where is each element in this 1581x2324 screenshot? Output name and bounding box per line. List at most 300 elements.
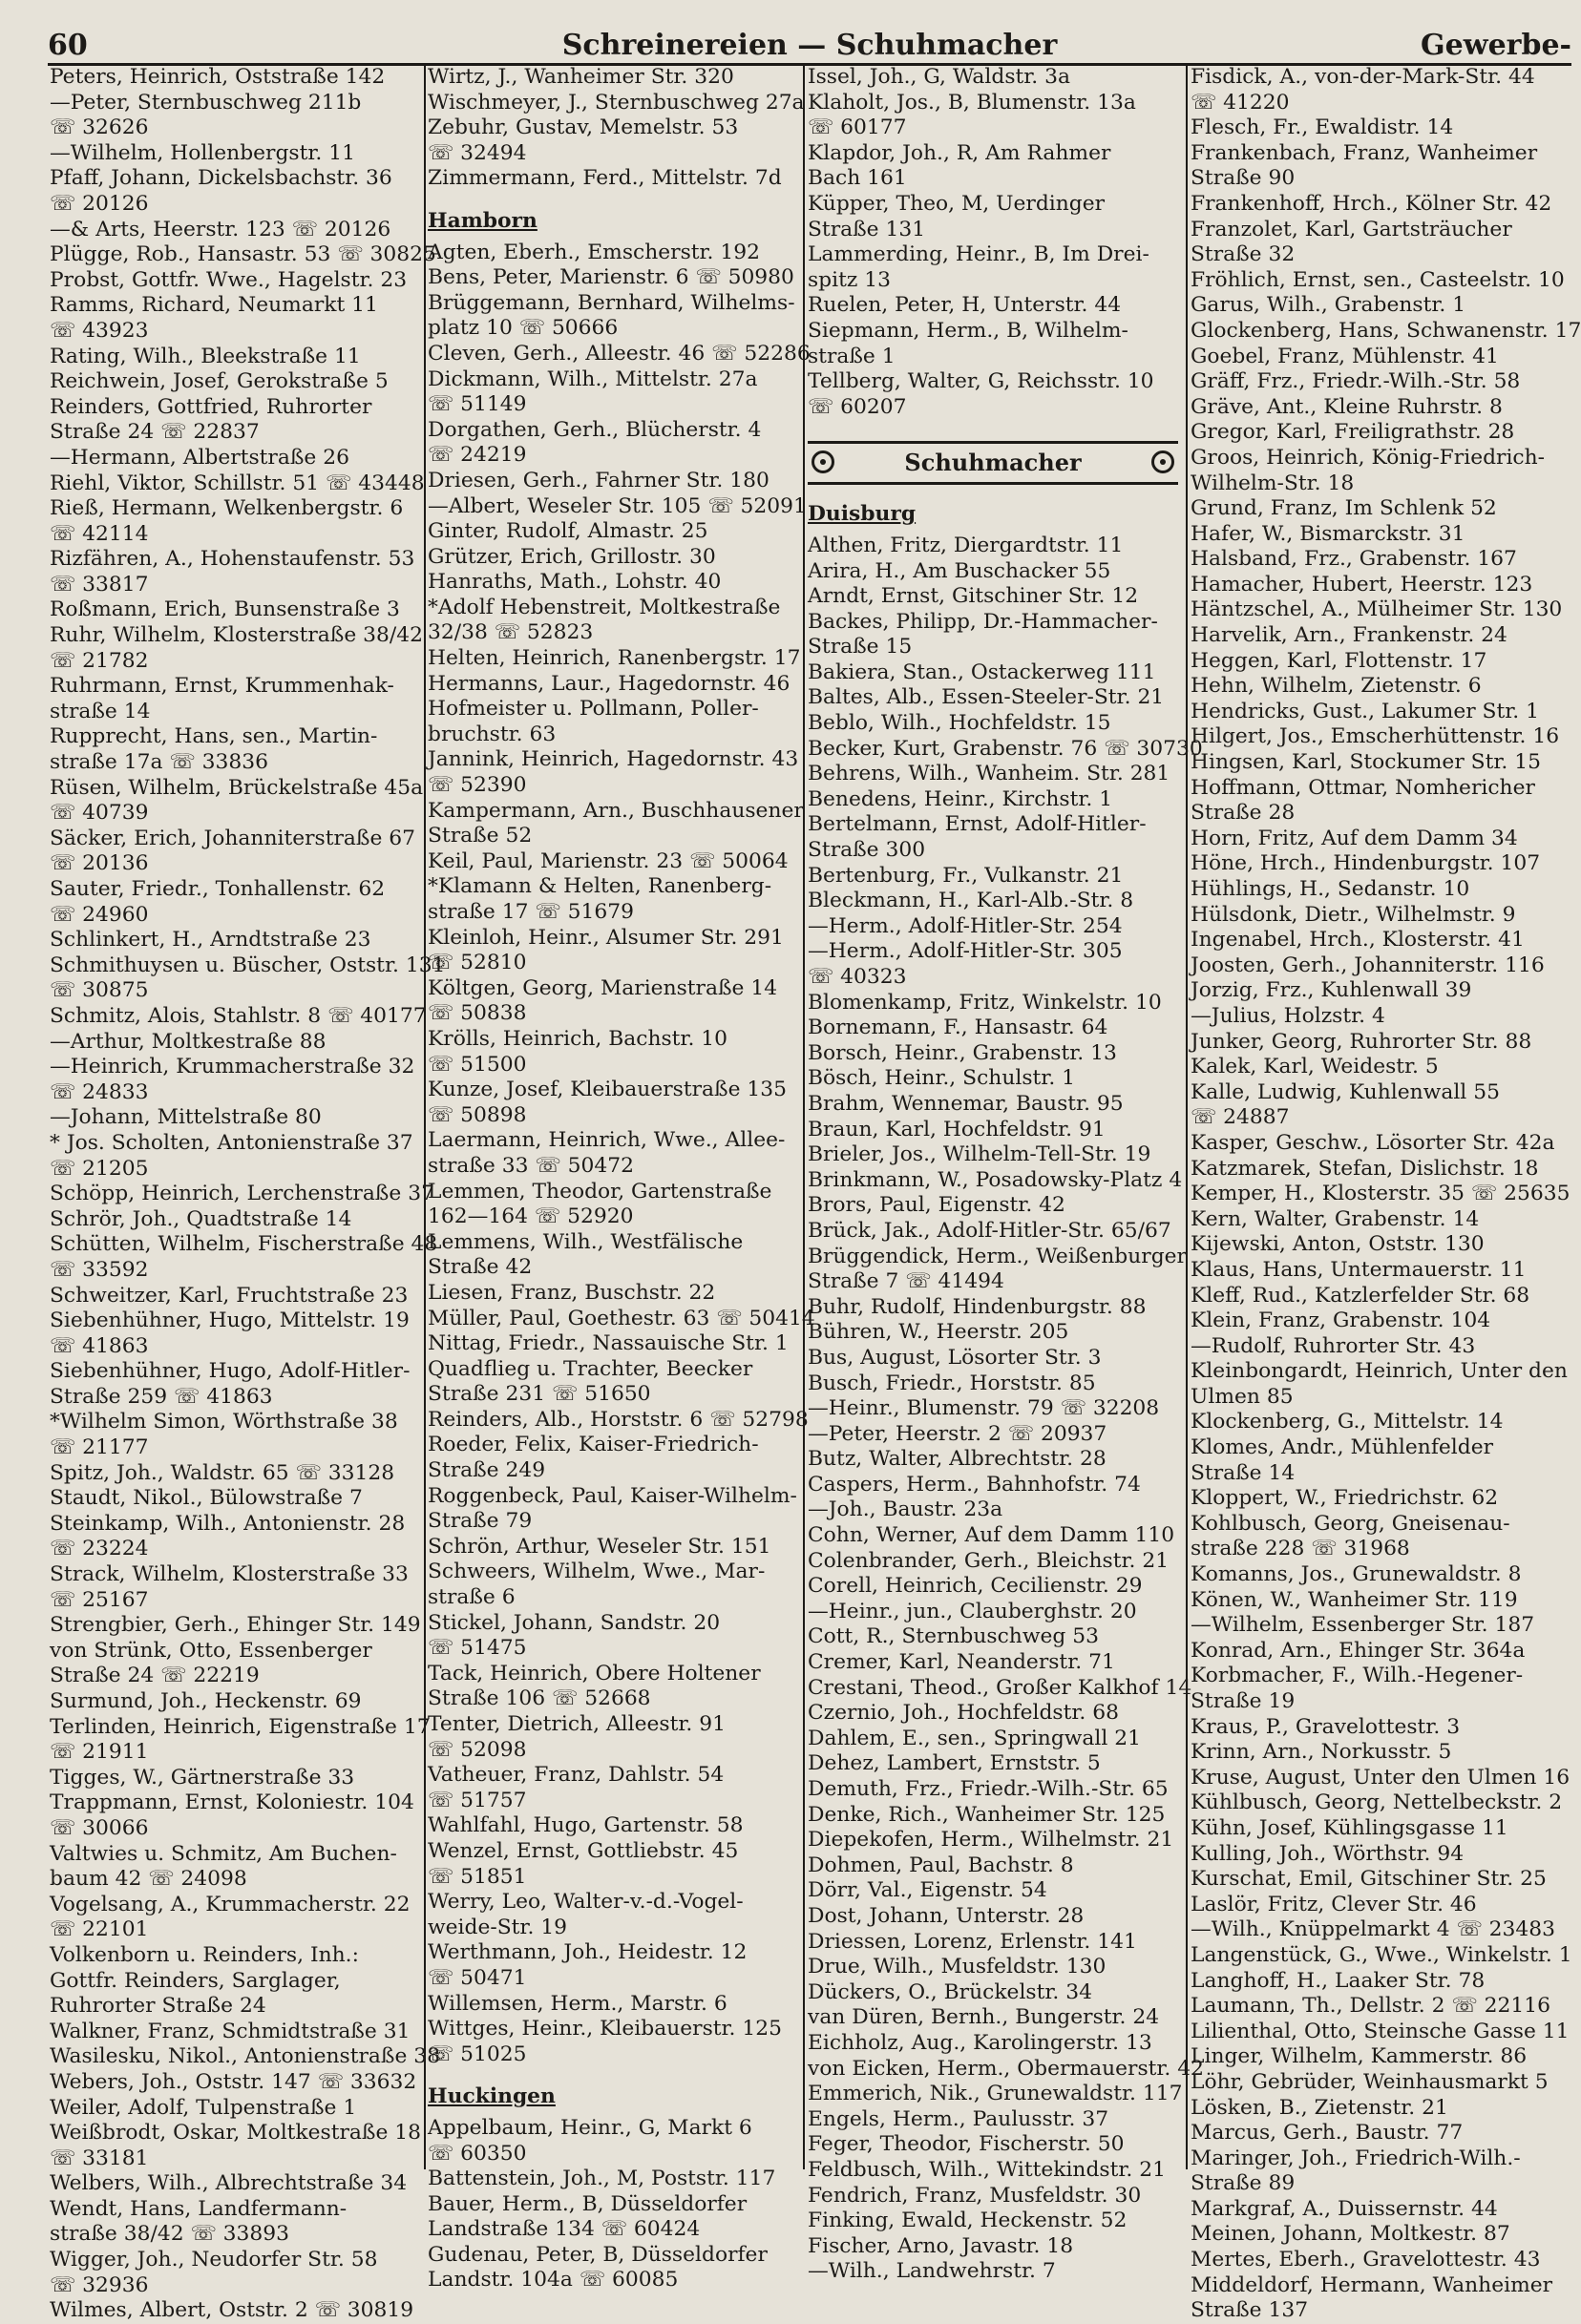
directory-entry-line: Dohmen, Paul, Bachstr. 8 (808, 1853, 1074, 1877)
directory-entry-line: Roßmann, Erich, Bunsenstraße 3 (50, 597, 400, 622)
directory-entry-line: Kloppert, W., Friedrichstr. 62 (1191, 1486, 1499, 1511)
directory-entry-line: Straße 90 (1191, 166, 1296, 191)
directory-entry-line: Kühn, Josef, Kühlingsgasse 11 (1191, 1815, 1508, 1840)
directory-entry-line: Brüggendick, Herm., Weißenburger (808, 1244, 1187, 1268)
directory-entry-line: Kleff, Rud., Katzlerfelder Str. 68 (1191, 1283, 1530, 1308)
directory-entry-line: Dörr, Val., Eigenstr. 54 (808, 1878, 1047, 1903)
directory-entry-line: Kühlbusch, Georg, Nettelbeckstr. 2 (1191, 1790, 1563, 1815)
directory-entry-line: Cott, R., Sternbuschweg 53 (808, 1624, 1100, 1649)
directory-entry-line: Markgraf, A., Duissernstr. 44 (1191, 2196, 1498, 2221)
directory-entry-line: Becker, Kurt, Grabenstr. 76 ☏ 30730 (808, 736, 1203, 761)
directory-entry-line: Rupprecht, Hans, sen., Martin- (50, 724, 378, 749)
directory-entry-line: Fischer, Arno, Javastr. 18 (808, 2233, 1074, 2258)
directory-entry-line: Ruelen, Peter, H, Unterstr. 44 (808, 293, 1122, 318)
directory-entry-line: Költgen, Georg, Marienstraße 14 (428, 975, 778, 1000)
directory-entry-line: Borsch, Heinr., Grabenstr. 13 (808, 1040, 1117, 1065)
column-divider (1186, 65, 1188, 2169)
directory-entry-line: Cleven, Gerh., Alleestr. 46 ☏ 52286 (428, 341, 811, 366)
directory-entry-line: Peters, Heinrich, Oststraße 142 (50, 65, 386, 89)
running-head: Gewerbe- (1421, 29, 1571, 62)
directory-entry-line: Surmund, Joh., Heckenstr. 69 (50, 1689, 362, 1713)
directory-entry-line: Ruhrorter Straße 24 (50, 1994, 266, 2019)
directory-entry-line: Vogelsang, A., Krummacherstr. 22 (50, 1892, 411, 1916)
directory-entry-line: Klockenberg, G., Mittelstr. 14 (1191, 1410, 1504, 1434)
directory-entry-line: ☏ 51025 (428, 2041, 527, 2066)
directory-entry-line: ☏ 25167 (50, 1587, 149, 1612)
directory-entry-line: Keil, Paul, Marienstr. 23 ☏ 50064 (428, 848, 789, 873)
directory-entry-line: ☏ 51757 (428, 1788, 527, 1812)
directory-entry-line: Straße 42 (428, 1255, 533, 1280)
directory-entry-line: Caspers, Herm., Bahnhofstr. 74 (808, 1472, 1141, 1497)
directory-entry-line: Weißbrodt, Oskar, Moltkestraße 18 (50, 2121, 422, 2146)
directory-entry-line: —Julius, Holzstr. 4 (1191, 1003, 1385, 1028)
directory-entry-line: straße 38/42 ☏ 33893 (50, 2222, 290, 2247)
directory-entry-line: Welbers, Wilh., Albrechtstraße 34 (50, 2171, 408, 2196)
directory-entry-line: Schöpp, Heinrich, Lerchenstraße 37 (50, 1182, 434, 1206)
directory-entry-line: Kurschat, Emil, Gitschiner Str. 25 (1191, 1867, 1547, 1892)
directory-entry-line: Reinders, Alb., Horststr. 6 ☏ 52798 (428, 1407, 809, 1432)
directory-entry-line: Bleckmann, H., Karl-Alb.-Str. 8 (808, 889, 1134, 913)
directory-entry-line: —Rudolf, Ruhrorter Str. 43 (1191, 1333, 1476, 1358)
directory-entry-line: ☏ 51500 (428, 1052, 527, 1077)
directory-entry-line: Kijewski, Anton, Oststr. 130 (1191, 1232, 1485, 1257)
directory-entry-line: Gudenau, Peter, B, Düsseldorfer (428, 2242, 768, 2267)
directory-entry-line: Feldbusch, Wilh., Wittekindstr. 21 (808, 2157, 1166, 2182)
directory-entry-line: Reichwein, Josef, Gerokstraße 5 (50, 369, 389, 394)
directory-entry-line: ☏ 21782 (50, 648, 149, 673)
directory-entry-line: Junker, Georg, Ruhrorter Str. 88 (1191, 1029, 1532, 1054)
directory-entry-line: Straße 249 (428, 1458, 546, 1483)
directory-entry-line: —& Arts, Heerstr. 123 ☏ 20126 (50, 217, 391, 241)
column-1 (50, 65, 446, 2323)
directory-entry-line: Dickmann, Wilh., Mittelstr. 27a (428, 366, 758, 391)
directory-entry-line: Marcus, Gerh., Baustr. 77 (1191, 2121, 1464, 2146)
directory-entry-line: Fendrich, Franz, Musfeldstr. 30 (808, 2183, 1142, 2208)
directory-entry-line: Jorzig, Frz., Kuhlenwall 39 (1191, 978, 1472, 1003)
directory-entry-line: Katzmarek, Stefan, Dislichstr. 18 (1191, 1156, 1539, 1181)
directory-entry-line: Bakiera, Stan., Ostackerweg 111 (808, 660, 1156, 684)
directory-entry-line: ☏ 24219 (428, 443, 527, 468)
directory-entry-line: Vatheuer, Franz, Dahlstr. 54 (428, 1763, 725, 1788)
directory-entry-line: Laumann, Th., Dellstr. 2 ☏ 22116 (1191, 1994, 1550, 2019)
directory-entry-line: Werry, Leo, Walter-v.-d.-Vogel- (428, 1890, 744, 1915)
directory-entry-line: Hamacher, Hubert, Heerstr. 123 (1191, 572, 1533, 597)
directory-entry-line: Denke, Rich., Wanheimer Str. 125 (808, 1802, 1166, 1827)
directory-entry-line: *Adolf Hebenstreit, Moltkestraße (428, 595, 781, 619)
directory-entry-line: Wendt, Hans, Landfermann- (50, 2196, 348, 2221)
directory-entry-line: ☏ 32626 (50, 115, 149, 140)
directory-entry-line: ☏ 24960 (50, 902, 149, 927)
directory-entry-line: Beblo, Wilh., Hochfeldstr. 15 (808, 711, 1111, 736)
directory-entry-line: Langenstück, G., Wwe., Winkelstr. 1 (1191, 1942, 1572, 1967)
directory-entry-line: ☏ 43923 (50, 318, 149, 343)
directory-entry-line: Lösken, B., Zietenstr. 21 (1191, 2095, 1448, 2120)
directory-entry-line: Eichholz, Aug., Karolingerstr. 13 (808, 2030, 1152, 2055)
directory-entry-line: ☏ 51475 (428, 1636, 527, 1661)
directory-entry-line: Straße 89 (1191, 2171, 1296, 2196)
directory-entry-line: —Wilh., Knüppelmarkt 4 ☏ 23483 (1191, 1917, 1556, 1942)
directory-entry-line: Brieler, Jos., Wilhelm-Tell-Str. 19 (808, 1142, 1151, 1167)
directory-entry-line: Walkner, Franz, Schmidtstraße 31 (50, 2019, 411, 2043)
directory-entry-line: Roeder, Felix, Kaiser-Friedrich- (428, 1433, 759, 1457)
page-number: 60 (48, 29, 88, 62)
directory-entry-line: ☏ 30875 (50, 978, 149, 1003)
directory-entry-line: Schweitzer, Karl, Fruchtstraße 23 (50, 1283, 409, 1308)
directory-entry-line: ☏ 42114 (50, 521, 149, 546)
directory-entry-line: Straße 137 (1191, 2298, 1309, 2323)
directory-entry-line: Brors, Paul, Eigenstr. 42 (808, 1193, 1065, 1218)
trade-heading-box (808, 441, 1178, 485)
directory-entry-line: Wilhelm-Str. 18 (1191, 471, 1355, 495)
directory-entry-line: Grund, Franz, Im Schlenk 52 (1191, 496, 1497, 521)
directory-entry-line: Kern, Walter, Grabenstr. 14 (1191, 1206, 1480, 1231)
directory-entry-line: —Joh., Baustr. 23a (808, 1497, 1003, 1522)
directory-entry-line: Hermanns, Laur., Hagedornstr. 46 (428, 671, 790, 696)
directory-entry-line: Lemmens, Wilh., Westfälische (428, 1229, 744, 1254)
directory-entry-line: * Jos. Scholten, Antonienstraße 37 (50, 1130, 413, 1155)
ornament-icon (1151, 450, 1174, 473)
directory-entry-line: Liesen, Franz, Buschstr. 22 (428, 1280, 716, 1305)
directory-entry-line: Grützer, Erich, Grillostr. 30 (428, 544, 716, 569)
directory-entry-line: Garus, Wilh., Grabenstr. 1 (1191, 293, 1466, 318)
directory-entry-line: ☏ 32494 (428, 140, 527, 165)
column-2 (428, 65, 815, 2293)
directory-entry-line: Hühlings, H., Sedanstr. 10 (1191, 877, 1470, 901)
directory-entry-line: *Wilhelm Simon, Wörthstraße 38 (50, 1410, 398, 1434)
directory-entry-line: Volkenborn u. Reinders, Inh.: (50, 1942, 359, 1967)
directory-entry-line: ☏ 33592 (50, 1257, 149, 1282)
directory-entry-line: Wirtz, J., Wanheimer Str. 320 (428, 65, 734, 89)
directory-entry-line: Dehez, Lambert, Ernststr. 5 (808, 1751, 1101, 1776)
directory-entry-line: Blomenkamp, Fritz, Winkelstr. 10 (808, 990, 1162, 1015)
directory-entry-line: Althen, Fritz, Diergardtstr. 11 (808, 533, 1124, 557)
directory-entry-line: Joosten, Gerh., Johanniterstr. 116 (1191, 953, 1545, 977)
directory-entry-line: Driesen, Gerh., Fahrner Str. 180 (428, 468, 769, 492)
directory-entry-line: Middeldorf, Hermann, Wanheimer (1191, 2272, 1553, 2297)
directory-entry-line: Landstraße 134 ☏ 60424 (428, 2217, 701, 2242)
directory-entry-line: Sauter, Friedr., Tonhallenstr. 62 (50, 877, 386, 901)
directory-entry-line: —Wilhelm, Essenberger Str. 187 (1191, 1613, 1535, 1638)
directory-entry-line: ☏ 60350 (428, 2141, 527, 2166)
directory-entry-line: Brüggemann, Bernhard, Wilhelms- (428, 290, 795, 315)
directory-entry-line: Schrön, Arthur, Weseler Str. 151 (428, 1534, 771, 1559)
directory-entry-line: Straße 52 (428, 824, 533, 848)
directory-entry-line: Korbmacher, F., Wilh.-Hegener- (1191, 1664, 1524, 1688)
directory-entry-line: Roggenbeck, Paul, Kaiser-Wilhelm- (428, 1483, 797, 1508)
directory-entry-line: von Strünk, Otto, Essenberger (50, 1638, 372, 1663)
directory-entry-line: —Peter, Sternbuschweg 211b (50, 90, 362, 115)
directory-entry-line: ☏ 60177 (808, 115, 907, 140)
directory-entry-line: Schütten, Wilhelm, Fischerstraße 48 (50, 1232, 438, 1257)
directory-entry-line: —Arthur, Moltkestraße 88 (50, 1029, 327, 1054)
directory-entry-line: ☏ 50838 (428, 1001, 527, 1026)
directory-entry-line: Battenstein, Joh., M, Poststr. 117 (428, 2167, 776, 2191)
directory-entry-line: straße 33 ☏ 50472 (428, 1153, 634, 1178)
directory-entry-line: Schrör, Joh., Quadtstraße 14 (50, 1206, 352, 1231)
directory-entry-line: ☏ 20136 (50, 851, 149, 876)
directory-entry-line: Tigges, W., Gärtnerstraße 33 (50, 1765, 355, 1790)
directory-entry-line: ☏ 24833 (50, 1079, 149, 1104)
directory-entry-line: Benedens, Heinr., Kirchstr. 1 (808, 786, 1113, 811)
directory-entry-line: Ulmen 85 (1191, 1384, 1294, 1409)
section-heading-huckingen: Huckingen (428, 2084, 556, 2109)
directory-entry-line: ☏ 24887 (1191, 1105, 1290, 1130)
directory-entry-line: Butz, Walter, Albrechtstr. 28 (808, 1447, 1107, 1472)
directory-entry-line: Helten, Heinrich, Ranenbergstr. 17 (428, 646, 801, 671)
directory-entry-line: ☏ 51149 (428, 392, 527, 417)
directory-entry-line: Cremer, Karl, Neanderstr. 71 (808, 1650, 1115, 1675)
directory-entry-line: ☏ 52098 (428, 1737, 527, 1762)
directory-entry-line: Kohlbusch, Georg, Gneisenau- (1191, 1511, 1510, 1536)
directory-entry-line: Ingenabel, Hrch., Klosterstr. 41 (1191, 928, 1525, 953)
directory-entry-line: Zimmermann, Ferd., Mittelstr. 7d (428, 166, 782, 191)
directory-entry-line: Demuth, Frz., Friedr.-Wilh.-Str. 65 (808, 1777, 1169, 1801)
directory-entry-line: Klaholt, Jos., B, Blumenstr. 13a (808, 90, 1136, 115)
directory-entry-line: Busch, Friedr., Horststr. 85 (808, 1371, 1096, 1395)
directory-entry-line: Wahlfahl, Hugo, Gartenstr. 58 (428, 1813, 744, 1838)
directory-entry-line: ☏ 33817 (50, 572, 149, 597)
directory-entry-line: Hingsen, Karl, Stockumer Str. 15 (1191, 750, 1541, 775)
directory-entry-line: Kampermann, Arn., Buschhausener (428, 798, 804, 823)
directory-entry-line: Straße 14 (1191, 1460, 1296, 1485)
directory-entry-line: Corell, Heinrich, Cecilienstr. 29 (808, 1574, 1143, 1599)
directory-entry-line: Engels, Herm., Paulusstr. 37 (808, 2106, 1109, 2131)
directory-entry-line: ☏ 33181 (50, 2146, 149, 2170)
section-heading-duisburg: Duisburg (808, 502, 917, 527)
directory-entry-line: Mertes, Eberh., Gravelottestr. 43 (1191, 2248, 1541, 2272)
directory-entry-line: —Hermann, Albertstraße 26 (50, 445, 349, 470)
directory-entry-line: Höne, Hrch., Hindenburgstr. 107 (1191, 851, 1541, 876)
directory-entry-line: Lemmen, Theodor, Gartenstraße (428, 1179, 772, 1204)
directory-entry-line: Meinen, Johann, Moltkestr. 87 (1191, 2222, 1510, 2247)
directory-entry-line: Dückers, O., Brückelstr. 34 (808, 1979, 1092, 2004)
directory-entry-line: Häntzschel, A., Mülheimer Str. 130 (1191, 597, 1563, 622)
directory-entry-line: Franzolet, Karl, Gartsträucher (1191, 217, 1512, 241)
directory-entry-line: Arira, H., Am Buschacker 55 (808, 558, 1111, 583)
directory-entry-line: 162—164 ☏ 52920 (428, 1204, 634, 1229)
directory-entry-line: Kemper, H., Klosterstr. 35 ☏ 25635 (1191, 1182, 1570, 1206)
directory-entry-line: Krölls, Heinrich, Bachstr. 10 (428, 1026, 728, 1051)
directory-entry-line: Tack, Heinrich, Obere Holtener (428, 1661, 761, 1685)
directory-entry-line: Straße 32 (1191, 242, 1296, 267)
directory-entry-line: Nittag, Friedr., Nassauische Str. 1 (428, 1331, 789, 1356)
directory-entry-line: Kraus, P., Gravelottestr. 3 (1191, 1714, 1461, 1739)
directory-entry-line: Colenbrander, Gerh., Bleichstr. 21 (808, 1548, 1170, 1573)
directory-entry-line: Rizfähren, A., Hohenstaufenstr. 53 (50, 547, 415, 572)
directory-entry-line: ☏ 50898 (428, 1102, 527, 1127)
directory-entry-line: Jannink, Heinrich, Hagedornstr. 43 (428, 747, 799, 772)
directory-entry-line: Pfaff, Johann, Dickelsbachstr. 36 (50, 166, 392, 191)
directory-entry-line: Konrad, Arn., Ehinger Str. 364a (1191, 1638, 1526, 1663)
directory-entry-line: Appelbaum, Heinr., G, Markt 6 (428, 2115, 752, 2140)
directory-entry-line: Wenzel, Ernst, Gottliebstr. 45 (428, 1838, 739, 1863)
directory-entry-line: —Herm., Adolf-Hitler-Str. 254 (808, 913, 1123, 938)
directory-entry-line: Plügge, Rob., Hansastr. 53 ☏ 30825 (50, 242, 436, 267)
directory-entry-line: Ramms, Richard, Neumarkt 11 (50, 293, 378, 318)
directory-entry-line: Gräve, Ant., Kleine Ruhrstr. 8 (1191, 394, 1503, 419)
directory-entry-line: —Wilhelm, Hollenbergstr. 11 (50, 140, 355, 165)
directory-entry-line: Schmitz, Alois, Stahlstr. 8 ☏ 40177 (50, 1003, 427, 1028)
directory-entry-line: Schmithuysen u. Büscher, Oststr. 131 (50, 953, 446, 977)
directory-entry-line: Maringer, Joh., Friedrich-Wilh.- (1191, 2146, 1521, 2170)
directory-entry-line: Hofmeister u. Pollmann, Poller- (428, 697, 759, 722)
directory-entry-line: Wittges, Heinr., Kleibauerstr. 125 (428, 2017, 782, 2041)
directory-entry-line: Laermann, Heinrich, Wwe., Allee- (428, 1128, 786, 1153)
directory-entry-line: Straße 106 ☏ 52668 (428, 1686, 651, 1711)
section-heading-hamborn: Hamborn (428, 208, 538, 233)
directory-entry-line: Schweers, Wilhelm, Wwe., Mar- (428, 1560, 766, 1584)
directory-entry-line: Kleinbongardt, Heinrich, Unter den (1191, 1359, 1568, 1384)
directory-entry-line: Buhr, Rudolf, Hindenburgstr. 88 (808, 1294, 1147, 1319)
directory-entry-line: ☏ 22101 (50, 1917, 149, 1942)
directory-entry-line: Frankenhoff, Hrch., Kölner Str. 42 (1191, 191, 1552, 216)
directory-entry-line: Werthmann, Joh., Heidestr. 12 (428, 1940, 748, 1965)
directory-entry-line: Fisdick, A., von-der-Mark-Str. 44 (1191, 65, 1535, 89)
directory-entry-line: Brück, Jak., Adolf-Hitler-Str. 65/67 (808, 1218, 1171, 1243)
directory-entry-line: —Herm., Adolf-Hitler-Str. 305 (808, 939, 1123, 964)
directory-entry-line: Reinders, Gottfried, Ruhrorter (50, 394, 372, 419)
directory-entry-line: ☏ 41220 (1191, 90, 1290, 115)
directory-entry-line: Straße 79 (428, 1509, 533, 1534)
directory-entry-line: Frankenbach, Franz, Wanheimer (1191, 140, 1538, 165)
directory-entry-line: Arndt, Ernst, Gitschiner Str. 12 (808, 584, 1139, 609)
directory-entry-line: Dost, Johann, Unterstr. 28 (808, 1903, 1085, 1928)
directory-entry-line: Spitz, Joh., Waldstr. 65 ☏ 33128 (50, 1460, 395, 1485)
directory-entry-line: Probst, Gottfr. Wwe., Hagelstr. 23 (50, 267, 408, 292)
trade-heading: Schuhmacher (904, 449, 1082, 477)
directory-entry-line: Hilgert, Jos., Emscherhüttenstr. 16 (1191, 724, 1560, 749)
directory-entry-line: Finking, Ewald, Heckenstr. 52 (808, 2209, 1128, 2233)
directory-entry-line: Behrens, Wilh., Wanheim. Str. 281 (808, 762, 1170, 786)
directory-entry-line: Brinkmann, W., Posadowsky-Platz 4 (808, 1167, 1183, 1192)
directory-entry-line: Kunze, Josef, Kleibauerstraße 135 (428, 1078, 787, 1102)
directory-entry-line: Webers, Joh., Oststr. 147 ☏ 33632 (50, 2069, 417, 2094)
directory-entry-line: Bauer, Herm., B, Düsseldorfer (428, 2191, 748, 2216)
directory-entry-line: Laslör, Fritz, Clever Str. 46 (1191, 1892, 1477, 1916)
column-divider (803, 65, 805, 2169)
directory-entry-line: Brahm, Wennemar, Baustr. 95 (808, 1091, 1124, 1116)
directory-entry-line: Willemsen, Herm., Marstr. 6 (428, 1991, 727, 2016)
directory-entry-line: straße 17 ☏ 51679 (428, 900, 634, 924)
directory-entry-line: —Heinrich, Krummacherstraße 32 (50, 1055, 415, 1079)
directory-entry-line: Siebenhühner, Hugo, Adolf-Hitler- (50, 1359, 411, 1384)
directory-entry-line: spitz 13 (808, 267, 892, 292)
directory-entry-line: Straße 259 ☏ 41863 (50, 1384, 273, 1409)
directory-entry-line: ☏ 51851 (428, 1864, 527, 1889)
page-header (48, 21, 1571, 66)
directory-entry-line: Bertelmann, Ernst, Adolf-Hitler- (808, 812, 1147, 837)
directory-entry-line: Staudt, Nikol., Bülowstraße 7 (50, 1486, 363, 1511)
directory-entry-line: Müller, Paul, Goethestr. 63 ☏ 50414 (428, 1306, 815, 1330)
directory-entry-line: ☏ 60207 (808, 394, 907, 419)
directory-entry-line: Wasilesku, Nikol., Antonienstraße 38 (50, 2044, 441, 2069)
directory-entry-line: Driessen, Lorenz, Erlenstr. 141 (808, 1929, 1137, 1954)
directory-entry-line: Valtwies u. Schmitz, Am Buchen- (50, 1841, 397, 1866)
directory-entry-line: Weiler, Adolf, Tulpenstraße 1 (50, 2095, 357, 2120)
directory-entry-line: Stickel, Johann, Sandstr. 20 (428, 1610, 721, 1635)
directory-entry-line: Straße 15 (808, 635, 913, 660)
directory-entry-line: ☏ 23224 (50, 1537, 149, 1561)
directory-entry-line: Strack, Wilhelm, Klosterstraße 33 (50, 1562, 409, 1587)
directory-entry-line: Drue, Wilh., Musfeldstr. 130 (808, 1955, 1107, 1979)
directory-entry-line: Kulling, Joh., Wörthstr. 94 (1191, 1841, 1465, 1866)
directory-entry-line: Heggen, Karl, Flottenstr. 17 (1191, 648, 1487, 673)
directory-entry-line: Issel, Joh., G, Waldstr. 3a (808, 65, 1071, 89)
directory-entry-line: Fröhlich, Ernst, sen., Casteelstr. 10 (1191, 267, 1565, 292)
directory-entry-line: Dahlem, E., sen., Springwall 21 (808, 1726, 1142, 1750)
directory-entry-line: Bertenburg, Fr., Vulkanstr. 21 (808, 863, 1124, 888)
directory-entry-line: Feger, Theodor, Fischerstr. 50 (808, 2132, 1125, 2157)
directory-entry-line: Klein, Franz, Grabenstr. 104 (1191, 1309, 1491, 1333)
directory-entry-line: Klomes, Andr., Mühlenfelder (1191, 1435, 1494, 1460)
directory-entry-line: Linger, Wilhelm, Kammerstr. 86 (1191, 2044, 1528, 2069)
directory-entry-line: Rieß, Hermann, Welkenbergstr. 6 (50, 496, 404, 521)
directory-entry-line: Gräff, Frz., Friedr.-Wilh.-Str. 58 (1191, 369, 1521, 394)
directory-entry-line: Bösch, Heinr., Schulstr. 1 (808, 1066, 1076, 1091)
directory-entry-line: Schlinkert, H., Arndtstraße 23 (50, 928, 371, 953)
directory-entry-line: ☏ 30066 (50, 1815, 149, 1840)
directory-entry-line: Wischmeyer, J., Sternbuschweg 27a (428, 90, 805, 115)
directory-entry-line: Ginter, Rudolf, Almastr. 25 (428, 519, 708, 544)
directory-entry-line: Küpper, Theo, M, Uerdinger (808, 191, 1106, 216)
directory-entry-line: Kalle, Ludwig, Kuhlenwall 55 (1191, 1079, 1500, 1104)
directory-entry-line: Dorgathen, Gerh., Blücherstr. 4 (428, 417, 762, 442)
directory-entry-line: Klapdor, Joh., R, Am Rahmer (808, 140, 1111, 165)
directory-entry-line: Flesch, Fr., Ewaldistr. 14 (1191, 115, 1454, 140)
directory-entry-line: Hendricks, Gust., Lakumer Str. 1 (1191, 699, 1540, 723)
directory-entry-line: Hülsdonk, Dietr., Wilhelmstr. 9 (1191, 902, 1516, 927)
directory-entry-line: Rating, Wilh., Bleekstraße 11 (50, 344, 361, 368)
directory-entry-line: Goebel, Franz, Mühlenstr. 41 (1191, 344, 1499, 368)
directory-entry-line: Krinn, Arn., Norkusstr. 5 (1191, 1740, 1452, 1765)
directory-entry-line: Horn, Fritz, Auf dem Damm 34 (1191, 826, 1518, 850)
directory-entry-line: Glockenberg, Hans, Schwanenstr. 17 (1191, 318, 1581, 343)
directory-entry-line: Könen, W., Wanheimer Str. 119 (1191, 1587, 1518, 1612)
directory-entry-line: —Heinr., Blumenstr. 79 ☏ 32208 (808, 1396, 1160, 1421)
directory-entry-line: straße 228 ☏ 31968 (1191, 1537, 1410, 1561)
directory-entry-line: ☏ 20126 (50, 191, 149, 216)
directory-entry-line: Ruhr, Wilhelm, Klosterstraße 38/42 (50, 623, 423, 648)
directory-entry-line: Czernio, Joh., Hochfeldstr. 68 (808, 1701, 1119, 1726)
directory-entry-line: *Klamann & Helten, Ranenberg- (428, 874, 772, 899)
directory-entry-line: —Wilh., Landwehrstr. 7 (808, 2259, 1056, 2284)
directory-entry-line: baum 42 ☏ 24098 (50, 1867, 247, 1892)
directory-entry-line: Bens, Peter, Marienstr. 6 ☏ 50980 (428, 265, 794, 290)
directory-entry-line: Bühren, W., Heerstr. 205 (808, 1320, 1069, 1345)
directory-entry-line: von Eicken, Herm., Obermauerstr. 42 (808, 2056, 1205, 2081)
directory-entry-line: Riehl, Viktor, Schillstr. 51 ☏ 43448 (50, 471, 425, 495)
directory-entry-line: Straße 19 (1191, 1689, 1296, 1713)
directory-entry-line: Klaus, Hans, Untermauerstr. 11 (1191, 1257, 1527, 1282)
directory-entry-line: Wilmes, Albert, Oststr. 2 ☏ 30819 (50, 2298, 414, 2323)
directory-entry-line: Siebenhühner, Hugo, Mittelstr. 19 (50, 1309, 410, 1333)
directory-entry-line: platz 10 ☏ 50666 (428, 316, 619, 341)
directory-entry-line: ☏ 32936 (50, 2272, 149, 2297)
directory-entry-line: Emmerich, Nik., Grunewaldstr. 117 (808, 2082, 1183, 2106)
directory-entry-line: straße 1 (808, 344, 896, 368)
column-3 (808, 65, 1205, 2284)
directory-entry-line: Terlinden, Heinrich, Eigenstraße 17 (50, 1714, 431, 1739)
directory-entry-line: Straße 28 (1191, 801, 1296, 826)
directory-entry-line: Crestani, Theod., Großer Kalkhof 14 (808, 1675, 1192, 1700)
directory-entry-line: van Düren, Bernh., Bungerstr. 24 (808, 2005, 1160, 2030)
directory-entry-line: Straße 231 ☏ 51650 (428, 1382, 651, 1407)
directory-entry-line: ☏ 21205 (50, 1156, 149, 1181)
directory-entry-line: Kruse, August, Unter den Ulmen 16 (1191, 1765, 1570, 1790)
directory-entry-line: Straße 7 ☏ 41494 (808, 1269, 1004, 1294)
directory-entry-line: Wigger, Joh., Neudorfer Str. 58 (50, 2248, 378, 2272)
directory-entry-line: Bach 161 (808, 166, 907, 191)
